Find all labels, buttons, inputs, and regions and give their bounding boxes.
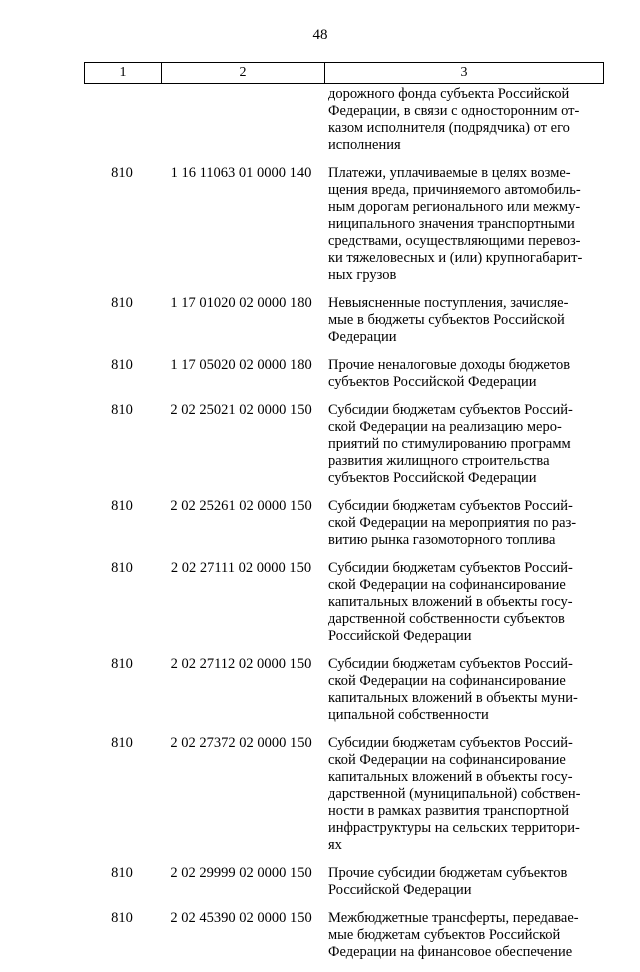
header-cell-2: 2 bbox=[162, 63, 325, 84]
income-description: Субсидии бюджетам субъектов Россий- ской Федерации на реализацию меро- приятий по стимулированию программ развития жилищного строительства субъектов Российской Федерации bbox=[328, 402, 573, 486]
admin-code: 810 bbox=[111, 865, 133, 881]
admin-code: 810 bbox=[111, 560, 133, 576]
table-header bbox=[84, 62, 604, 84]
admin-code: 810 bbox=[111, 357, 133, 373]
budget-code: 2 02 27112 02 0000 150 bbox=[170, 656, 312, 672]
admin-code: 810 bbox=[111, 498, 133, 514]
table-body bbox=[84, 86, 602, 972]
table-row bbox=[84, 656, 602, 724]
income-description: Субсидии бюджетам субъектов Россий- ской Федерации на софинансирование капитальных вложений в объекты госу- дарственной (муниципальной) собствен- ности в рамках развития транспортной инфраструктуры на сельских территори- ях bbox=[328, 735, 581, 853]
table-row bbox=[84, 560, 602, 645]
budget-code: 2 02 27372 02 0000 150 bbox=[170, 735, 312, 751]
table-row bbox=[84, 498, 602, 549]
admin-code bbox=[84, 86, 160, 154]
budget-code: 1 17 01020 02 0000 180 bbox=[170, 295, 312, 311]
income-description: Субсидии бюджетам субъектов Россий- ской Федерации на мероприятия по раз- витию рынка газомоторного топлива bbox=[328, 498, 577, 548]
income-description: Прочие субсидии бюджетам субъектов Российской Федерации bbox=[328, 865, 568, 898]
budget-code: 2 02 45390 02 0000 150 bbox=[170, 910, 312, 926]
table-row bbox=[84, 165, 602, 284]
income-description: Межбюджетные трансферты, передавае- мые бюджетам субъектов Российской Федерации на финансовое обеспечение bbox=[328, 910, 579, 960]
budget-code bbox=[160, 86, 322, 154]
header-cell-1: 1 bbox=[85, 63, 162, 84]
table-row bbox=[84, 865, 602, 899]
admin-code: 810 bbox=[111, 910, 133, 926]
income-description: Прочие неналоговые доходы бюджетов субъектов Российской Федерации bbox=[328, 357, 571, 390]
admin-code: 810 bbox=[111, 656, 133, 672]
budget-code: 2 02 29999 02 0000 150 bbox=[170, 865, 312, 881]
budget-code: 1 16 11063 01 0000 140 bbox=[170, 165, 312, 181]
header-cell-3: 3 bbox=[325, 63, 604, 84]
table-row bbox=[84, 86, 602, 154]
admin-code: 810 bbox=[111, 735, 133, 751]
admin-code: 810 bbox=[111, 165, 133, 181]
income-description: Субсидии бюджетам субъектов Россий- ской Федерации на софинансирование капитальных вложений в объекты муни- ципальной собственности bbox=[328, 656, 578, 723]
income-description: дорожного фонда субъекта Российской Федерации, в связи с односторонним от- казом исполнителя (подрядчика) от его исполнения bbox=[328, 86, 580, 153]
table-row bbox=[84, 735, 602, 854]
table-row bbox=[84, 295, 602, 346]
page-number: 48 bbox=[312, 27, 328, 43]
budget-code: 1 17 05020 02 0000 180 bbox=[170, 357, 312, 373]
budget-code: 2 02 25261 02 0000 150 bbox=[170, 498, 312, 514]
admin-code: 810 bbox=[111, 295, 133, 311]
budget-code: 2 02 25021 02 0000 150 bbox=[170, 402, 312, 418]
table-row bbox=[84, 402, 602, 487]
admin-code: 810 bbox=[111, 402, 133, 418]
table-row bbox=[84, 357, 602, 391]
income-description: Платежи, уплачиваемые в целях возме- щения вреда, причиняемого автомобиль- ным дорогам регионального или межму- ниципального значения транспортными средствами, осуществляющими перевоз- ки тяжеловесных и (или) крупногабарит- ных грузов bbox=[328, 165, 583, 283]
budget-code: 2 02 27111 02 0000 150 bbox=[170, 560, 312, 576]
income-description: Субсидии бюджетам субъектов Россий- ской Федерации на софинансирование капитальных вложений в объекты госу- дарственной собственности субъектов Российской Федерации bbox=[328, 560, 573, 644]
income-description: Невыясненные поступления, зачисляе- мые в бюджеты субъектов Российской Федерации bbox=[328, 295, 569, 345]
table-row bbox=[84, 910, 602, 961]
